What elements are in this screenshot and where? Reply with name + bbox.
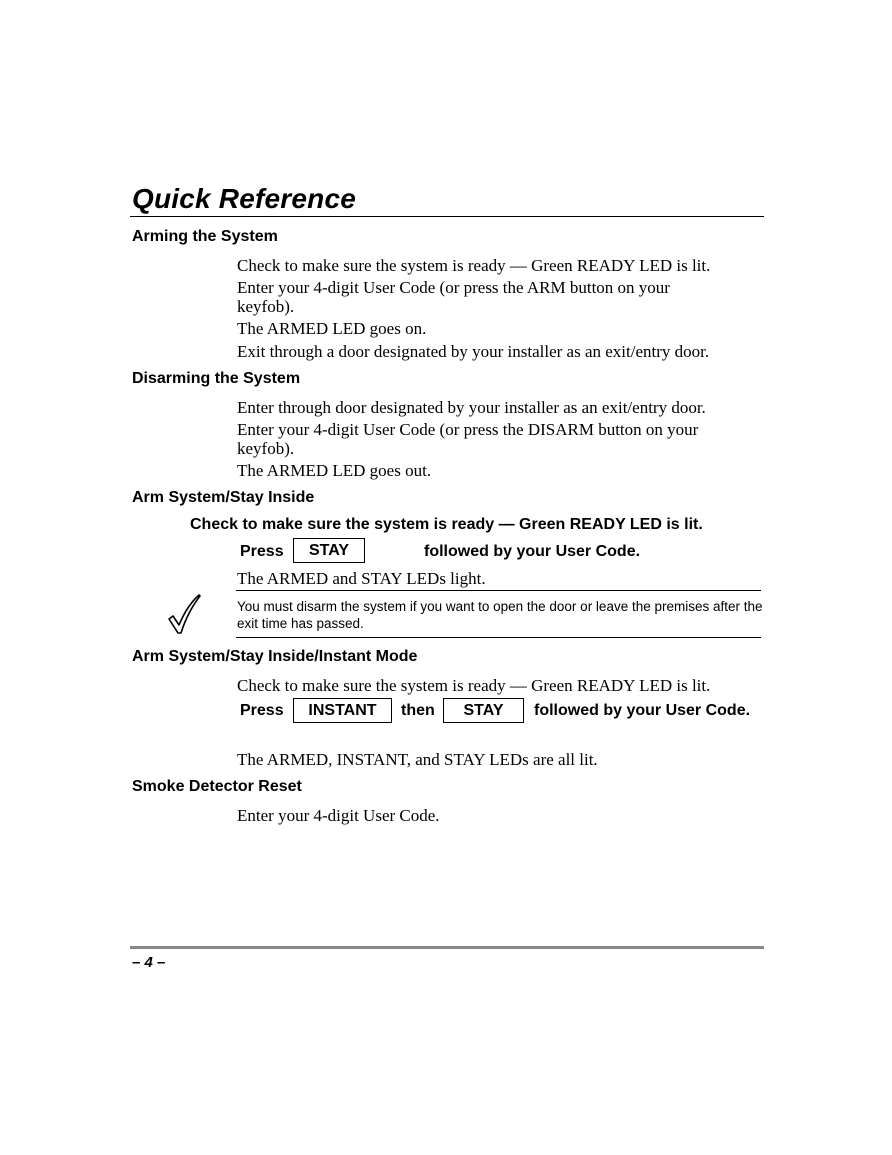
instant-press-label: Press <box>240 702 284 719</box>
footer-rule <box>130 946 764 949</box>
instant-stay-key-button: STAY <box>443 698 524 723</box>
stay-press-label: Press <box>240 543 284 560</box>
section-heading-stay: Arm System/Stay Inside <box>132 489 315 506</box>
section-heading-disarming: Disarming the System <box>132 370 301 387</box>
section-heading-instant: Arm System/Stay Inside/Instant Mode <box>132 648 418 665</box>
disarming-step-2: Enter your 4-digit User Code (or press the DISARM button on your keyfob). <box>237 420 699 458</box>
page-number: – 4 – <box>132 954 166 971</box>
arming-step-3: The ARMED LED goes on. <box>237 319 427 338</box>
disarming-step-1: Enter through door designated by your installer as an exit/entry door. <box>237 398 706 417</box>
instant-then-text: then <box>401 702 435 719</box>
stay-result: The ARMED and STAY LEDs light. <box>237 569 486 588</box>
instant-result: The ARMED, INSTANT, and STAY LEDs are all lit. <box>237 750 598 769</box>
stay-followed-text: followed by your User Code. <box>424 543 641 560</box>
checkmark-icon <box>166 593 202 635</box>
section-heading-smoke: Smoke Detector Reset <box>132 778 302 795</box>
arming-step-1: Check to make sure the system is ready — Green READY LED is lit. <box>237 256 711 275</box>
note-rule-bottom <box>236 637 761 638</box>
stay-key-button: STAY <box>293 538 365 563</box>
disarming-step-3: The ARMED LED goes out. <box>237 461 432 480</box>
instant-followed-text: followed by your User Code. <box>534 702 751 719</box>
instant-key-button: INSTANT <box>293 698 392 723</box>
arming-step-2: Enter your 4-digit User Code (or press the ARM button on your keyfob). <box>237 278 670 316</box>
stay-check-line: Check to make sure the system is ready — Green READY LED is lit. <box>190 516 703 533</box>
smoke-step: Enter your 4-digit User Code. <box>237 806 440 825</box>
arming-step-4: Exit through a door designated by your installer as an exit/entry door. <box>237 342 710 361</box>
note-text: You must disarm the system if you want to open the door or leave the premises after the exit time has passed. <box>237 599 763 631</box>
page-title: Quick Reference <box>132 183 356 214</box>
section-heading-arming: Arming the System <box>132 228 278 245</box>
instant-check-line: Check to make sure the system is ready — Green READY LED is lit. <box>237 676 711 695</box>
title-rule <box>130 216 764 217</box>
note-rule-top <box>236 590 761 591</box>
